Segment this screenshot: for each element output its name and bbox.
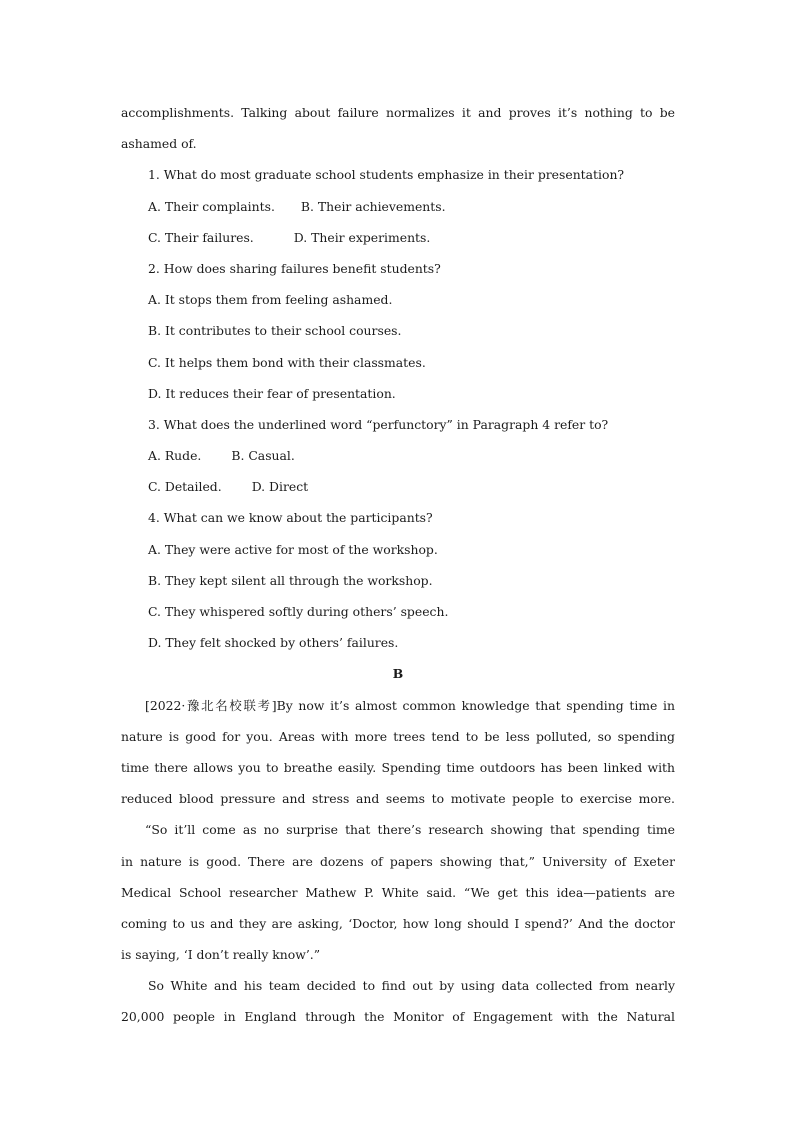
passage-a-text-line: ashamed of.: [121, 136, 197, 152]
question-3-option-a: A. Rude.: [148, 448, 202, 464]
section-b-paragraph-1-line: reduced blood pressure and stress and seems to motivate people to exercise more.: [121, 791, 675, 807]
section-b-paragraph-1-line: time there allows you to breathe easily. Spending time outdoors has been linked with: [121, 759, 675, 775]
section-b-paragraph-2-line: coming to us and they are asking, ‘Doctor, how long should I spend?’ And the doctor: [121, 915, 675, 931]
question-4-stem: 4. What can we know about the participants?: [148, 510, 433, 526]
question-3-option-b: B. Casual.: [231, 448, 295, 464]
question-1-option-c: C. Their failures.: [148, 229, 254, 245]
question-1-option-b: B. Their achievements.: [300, 198, 446, 214]
question-1-option-d: D. Their experiments.: [293, 229, 431, 245]
question-4-option-b: B. They kept silent all through the workshop.: [148, 572, 433, 588]
question-3-stem: 3. What does the underlined word “perfunctory” in Paragraph 4 refer to?: [148, 416, 609, 432]
question-4-option-c: C. They whispered softly during others’ speech.: [148, 604, 449, 619]
section-b-paragraph-2-line: Medical School researcher Mathew P. White said. “We get this idea—patients are: [121, 884, 675, 900]
section-b-paragraph-2-line: in nature is good. There are dozens of papers showing that,” University of Exeter: [121, 853, 675, 869]
question-1-stem: 1. What do most graduate school students emphasize in their presentation?: [148, 167, 625, 183]
question-2-option-c: C. It helps them bond with their classmates.: [148, 354, 426, 370]
question-1-options-ab: [121, 191, 675, 222]
section-b-paragraph-3-line: 20,000 people in England through the Monitor of Engagement with the Natural: [121, 1009, 675, 1025]
section-b-paragraph-2-line: is saying, ‘I don’t really know’.”: [121, 947, 321, 963]
question-3-option-d: D. Direct: [251, 479, 309, 495]
question-2-option-b: B. It contributes to their school courses.: [148, 323, 402, 339]
question-3-options-ab: [121, 440, 675, 471]
question-3-options-cd: [121, 471, 675, 502]
question-1-option-a: A. Their complaints.: [148, 198, 275, 214]
section-b-title: B: [392, 666, 404, 682]
question-4-option-d: D. They felt shocked by others’ failures.: [148, 635, 399, 651]
passage-a-text-line: accomplishments. Talking about failure normalizes it and proves it’s nothing to be: [121, 105, 675, 120]
document-page: [121, 97, 675, 1033]
question-3-option-c: C. Detailed.: [148, 479, 222, 495]
section-b-paragraph-2-line: “So it’ll come as no surprise that there’s research showing that spending time: [145, 822, 675, 838]
question-1-options-cd: [121, 222, 675, 253]
section-b-paragraph-1-line: nature is good for you. Areas with more trees tend to be less polluted, so spending: [121, 728, 675, 744]
section-b-paragraph-1-line: [2022·豫北名校联考]By now it’s almost common knowledge that spending time in: [145, 697, 675, 713]
question-2-stem: 2. How does sharing failures benefit students?: [148, 260, 441, 276]
question-2-option-d: D. It reduces their fear of presentation.: [148, 385, 396, 401]
section-b-paragraph-3-line: So White and his team decided to find out by using data collected from nearly: [148, 978, 675, 994]
question-2-option-a: A. It stops them from feeling ashamed.: [148, 292, 393, 308]
question-4-option-a: A. They were active for most of the workshop.: [148, 541, 438, 557]
